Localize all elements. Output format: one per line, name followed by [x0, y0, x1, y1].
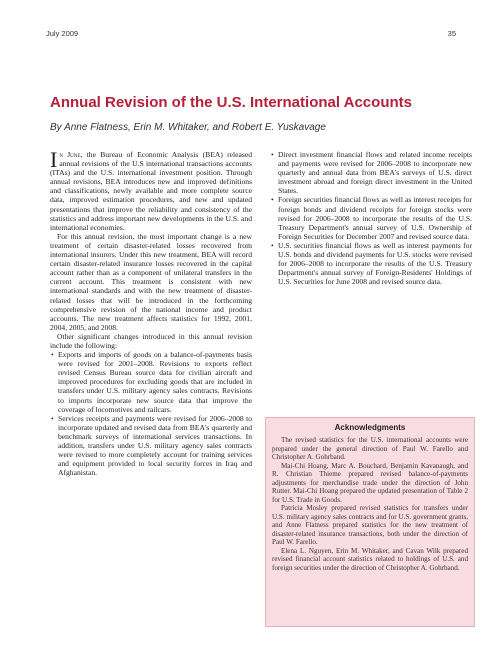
list-item — [270, 241, 472, 286]
page-number: 35 — [447, 29, 456, 38]
list-item-text: U.S. securities financial flows as well as interest payments for U.S. bonds and dividend payments for U.S. stocks were revised for 2006–2008 to incorporate the results of the U.S. Treasury Department's annual survey of Foreign-Residents' Holdings of U.S. Securities for June 2008 and revised source data. — [278, 240, 472, 287]
list-item — [50, 414, 252, 478]
acknowledgments-paragraph: Mai-Chi Hoang, Marc A. Bouchard, Benjamin Kavanaugh, and R. Christian Thieme prepared revised balance-of-payments adjustments for merchandise trade under the direction of John Rutter. Mai-Chi Hoang prepared the updated presentation of Table 2 for U.S. Trade in Goods. — [272, 461, 468, 504]
lead-in: n June, — [59, 150, 83, 159]
acknowledgments-paragraph: Elena L. Nguyen, Erin M. Whitaker, and Cavan Wilk prepared revised financial account statistics related to holdings of U.S. and foreign securities under the direction of Christopher A. Gohrband. — [272, 546, 468, 572]
bullet-icon: • — [271, 150, 274, 159]
acknowledgments-box — [265, 417, 475, 627]
intro-text: the Bureau of Economic Analysis (BEA) released annual revisions of the U.S international transactions accounts (ITAs) and the U.S. international investment position. Through annual revisions, BEA introduces new and improved definitions and classifications, newly available and more complete source data, improved estimation procedures, and new and updated presentations that improve the reliability and consistency of the statistics and address important new developments in the U.S. and international economies. — [50, 150, 253, 232]
list-item-text: Exports and imports of goods on a balance-of-payments basis were revised for 2001–2008. Revisions to exports reflect revised Census Bureau source data for civilian aircraft and improved procedures for excluding goods that are included in transfers under U.S. military agency sales contracts. Revisions to imports incorporate new source data that improve the coverage of locomotives and railcars. — [58, 350, 252, 414]
bullet-icon: • — [271, 195, 274, 205]
article-authors: By Anne Flatness, Erin M. Whitaker, and Robert E. Yuskavage — [50, 122, 326, 133]
article-title: Annual Revision of the U.S. International Accounts — [50, 94, 412, 111]
bullet-icon: • — [271, 240, 274, 250]
list-item — [270, 150, 472, 195]
bullet-list-right — [270, 150, 472, 286]
acknowledgments-heading: Acknowledgments — [334, 423, 406, 432]
bullet-icon: • — [51, 413, 54, 423]
running-header — [46, 29, 456, 41]
list-item — [270, 195, 472, 240]
bullet-list-left — [50, 350, 252, 477]
acknowledgments-paragraph: Patricia Mosley prepared revised statistics for transfers under U.S. military agency sales contracts and for U.S. government grants, and Anne Flatness prepared statistics for the new treatment of disaster-related insurance transactions, both under the direction of Paul W. Farello. — [272, 504, 468, 546]
bullet-icon: • — [51, 350, 54, 360]
drop-cap: I — [50, 147, 58, 172]
list-item-text: Foreign securities financial flows as well as interest receipts for foreign bonds and dividend receipts for foreign stocks were revised for 2006–2008 to incorporate the results of the U.S. Treasury Department's annual survey of U.S. Ownership of Foreign Securities for December 2007 and revised source data. — [278, 195, 472, 241]
list-item-text: Direct investment financial flows and related income receipts and payments were revised for 2006–2008 to incorporate new quarterly and annual data from BEA's surveys of U.S. direct investment abroad and foreign direct investment in the United States. — [278, 150, 472, 196]
issue-date: July 2009 — [46, 29, 79, 38]
list-item — [50, 350, 252, 414]
acknowledgments-paragraph: The revised statistics for the U.S. international accounts were prepared under the general direction of Paul W. Farello and Christopher A. Gohrband. — [272, 436, 468, 461]
list-item-text: Services receipts and payments were revised for 2006–2008 to incorporate updated and revised data from BEA's quarterly and benchmark surveys of international services transactions. In addition, transfers under U.S. military agency sales contracts were revised to more completely account for training services and equipment provided to local security forces in Iraq and Afghanistan. — [58, 413, 252, 478]
intro-paragraph — [50, 147, 253, 232]
right-column — [270, 150, 472, 286]
body-paragraph-3: Other significant changes introduced in this annual revision include the following: — [50, 331, 252, 350]
body-paragraph-2: For this annual revision, the most important change is a new treatment of certain disaster-related losses recovered from international insurers. Under this new treatment, BEA will record certain disaster-related insurance losses recovered in the capital account rather than as a component of unilateral transfers in the current account. This treatment is consistent with new international standards and with the new treatment of disaster-related losses that will be introduced in the forthcoming comprehensive revision of the national income and product accounts. The new treatment affects statistics for 1992, 2001, 2004, 2005, and 2008. — [50, 231, 252, 332]
left-column — [50, 147, 253, 478]
